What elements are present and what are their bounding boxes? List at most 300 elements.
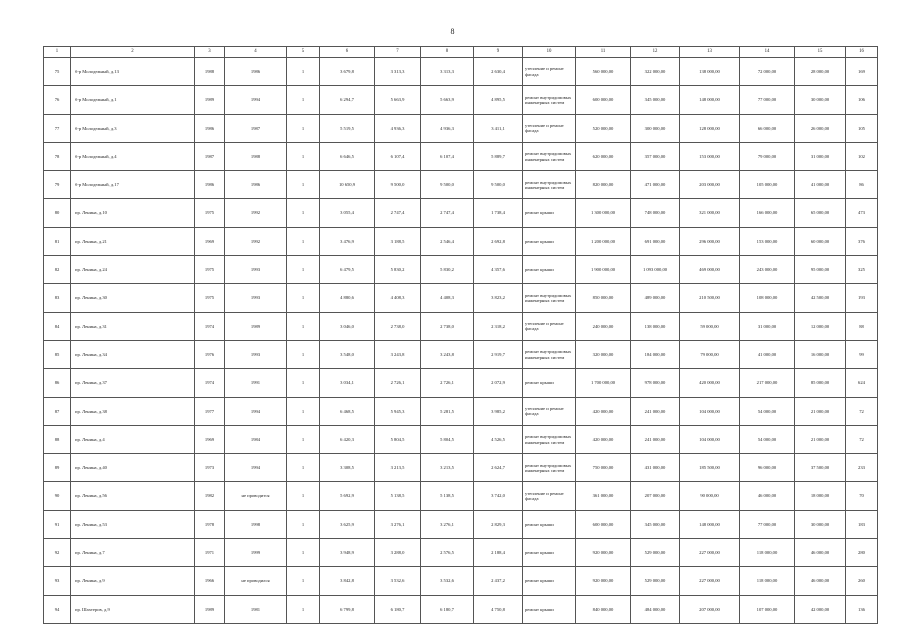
cell-residential-area: 2 738,0 — [421, 312, 474, 340]
cell-entrances: 1 — [287, 58, 320, 86]
cell-municipal-share: 96 000,00 — [740, 454, 795, 482]
cell-total-cost: 420 000,00 — [576, 425, 631, 453]
cell-residential-area: 5 830,2 — [421, 256, 474, 284]
cell-region-share: 185 500,00 — [680, 454, 740, 482]
cell-row-number: 75 — [44, 58, 71, 86]
column-number: 10 — [523, 47, 576, 58]
cell-build-year: 1971 — [195, 539, 225, 567]
cell-residential-area: 4 408,3 — [421, 284, 474, 312]
cell-owners-share: 21 000,00 — [795, 397, 846, 425]
cell-living-area: 6 107,4 — [375, 142, 421, 170]
cell-total-cost: 820 000,00 — [576, 171, 631, 199]
cell-municipal-share: 66 000,00 — [740, 114, 795, 142]
cell-address: пр. Ленина, д.21 — [71, 227, 195, 255]
cell-entrances: 1 — [287, 312, 320, 340]
cell-owners-area: 3 823,2 — [474, 284, 523, 312]
table-row — [44, 397, 878, 425]
cell-work-type: ремонт крыши — [523, 510, 576, 538]
cell-address: пр. Ленина, д.31 — [71, 312, 195, 340]
cell-region-share: 296 000,00 — [680, 227, 740, 255]
cell-residents: 136 — [846, 595, 878, 623]
cell-total-cost: 600 000,00 — [576, 510, 631, 538]
cell-work-type: ремонт крыши — [523, 369, 576, 397]
cell-total-area: 3 625,9 — [320, 510, 375, 538]
cell-last-repair-year: 1992 — [225, 199, 287, 227]
cell-address: пр. Ленина, д.9 — [71, 567, 195, 595]
cell-residential-area: 3 243,8 — [421, 340, 474, 368]
cell-region-share: 227 000,00 — [680, 567, 740, 595]
cell-build-year: 1975 — [195, 256, 225, 284]
cell-living-area: 5 138,5 — [375, 482, 421, 510]
table-row — [44, 510, 878, 538]
cell-entrances: 1 — [287, 595, 320, 623]
cell-living-area: 3 288,0 — [375, 539, 421, 567]
cell-address: пр. Ленина, д.7 — [71, 539, 195, 567]
cell-fund-share: 241 000,00 — [631, 425, 680, 453]
cell-fund-share: 322 000,00 — [631, 58, 680, 86]
cell-municipal-share: 54 000,00 — [740, 397, 795, 425]
cell-owners-area: 2 919,7 — [474, 340, 523, 368]
cell-fund-share: 345 000,00 — [631, 510, 680, 538]
cell-fund-share: 748 000,00 — [631, 199, 680, 227]
cell-work-type: ремонт крыши — [523, 539, 576, 567]
cell-build-year: 1975 — [195, 284, 225, 312]
cell-build-year: 1988 — [195, 58, 225, 86]
cell-address: пр. Ленина, д.38 — [71, 397, 195, 425]
column-number: 3 — [195, 47, 225, 58]
cell-build-year: 1978 — [195, 510, 225, 538]
cell-residents: 72 — [846, 397, 878, 425]
cell-row-number: 82 — [44, 256, 71, 284]
cell-residents: 106 — [846, 86, 878, 114]
cell-municipal-share: 105 000,00 — [740, 171, 795, 199]
cell-residents: 193 — [846, 284, 878, 312]
cell-region-share: 153 000,00 — [680, 142, 740, 170]
cell-region-share: 128 000,00 — [680, 114, 740, 142]
cell-address: пр. Ленина, д.4 — [71, 425, 195, 453]
cell-total-area: 3 948,9 — [320, 539, 375, 567]
cell-last-repair-year: 1986 — [225, 58, 287, 86]
cell-municipal-share: 166 000,00 — [740, 199, 795, 227]
cell-row-number: 92 — [44, 539, 71, 567]
cell-living-area: 2 738,0 — [375, 312, 421, 340]
cell-row-number: 89 — [44, 454, 71, 482]
cell-row-number: 83 — [44, 284, 71, 312]
cell-residential-area: 5 804,5 — [421, 425, 474, 453]
table-row — [44, 58, 878, 86]
cell-row-number: 88 — [44, 425, 71, 453]
cell-living-area: 3 276,1 — [375, 510, 421, 538]
cell-region-share: 210 500,00 — [680, 284, 740, 312]
cell-owners-share: 30 000,00 — [795, 510, 846, 538]
column-number: 7 — [375, 47, 421, 58]
cell-owners-area: 4 750,8 — [474, 595, 523, 623]
cell-living-area: 3 213,5 — [375, 454, 421, 482]
cell-row-number: 93 — [44, 567, 71, 595]
cell-owners-area: 2 630,4 — [474, 58, 523, 86]
column-number: 5 — [287, 47, 320, 58]
cell-last-repair-year: 1989 — [225, 312, 287, 340]
cell-work-type: утепление и ремонт фасада — [523, 482, 576, 510]
cell-owners-share: 18 000,00 — [795, 482, 846, 510]
cell-last-repair-year: 1994 — [225, 397, 287, 425]
cell-build-year: 1966 — [195, 567, 225, 595]
cell-owners-area: 2 188,4 — [474, 539, 523, 567]
cell-entrances: 1 — [287, 454, 320, 482]
cell-fund-share: 484 000,00 — [631, 595, 680, 623]
cell-fund-share: 207 000,00 — [631, 482, 680, 510]
cell-living-area: 5 804,5 — [375, 425, 421, 453]
cell-entrances: 1 — [287, 284, 320, 312]
cell-last-repair-year: 1987 — [225, 114, 287, 142]
table-row — [44, 369, 878, 397]
cell-living-area: 2 726,1 — [375, 369, 421, 397]
cell-region-share: 321 000,00 — [680, 199, 740, 227]
cell-owners-area: 2 072,9 — [474, 369, 523, 397]
table-row — [44, 284, 878, 312]
table-row — [44, 171, 878, 199]
cell-region-share: 138 000,00 — [680, 58, 740, 86]
cell-residents: 280 — [846, 539, 878, 567]
table-row — [44, 482, 878, 510]
cell-region-share: 59 000,00 — [680, 312, 740, 340]
cell-total-area: 3 034,1 — [320, 369, 375, 397]
cell-build-year: 1977 — [195, 397, 225, 425]
cell-municipal-share: 72 000,00 — [740, 58, 795, 86]
cell-living-area: 3 313,3 — [375, 58, 421, 86]
cell-residential-area: 2 747,4 — [421, 199, 474, 227]
cell-fund-share: 691 000,00 — [631, 227, 680, 255]
cell-owners-area: 3 985,2 — [474, 397, 523, 425]
cell-build-year: 1976 — [195, 340, 225, 368]
cell-total-cost: 520 000,00 — [576, 114, 631, 142]
column-number: 16 — [846, 47, 878, 58]
cell-address: пр. Шахтеров, д.9 — [71, 595, 195, 623]
page-number: 8 — [450, 27, 455, 36]
cell-total-area: 3 842,8 — [320, 567, 375, 595]
cell-residents: 376 — [846, 227, 878, 255]
cell-total-area: 3 476,9 — [320, 227, 375, 255]
cell-total-cost: 840 000,00 — [576, 595, 631, 623]
cell-entrances: 1 — [287, 567, 320, 595]
table-row — [44, 567, 878, 595]
cell-residential-area: 4 936,3 — [421, 114, 474, 142]
cell-work-type: ремонт крыши — [523, 595, 576, 623]
cell-work-type: утепление и ремонт фасада — [523, 312, 576, 340]
cell-residents: 99 — [846, 340, 878, 368]
cell-total-cost: 750 000,00 — [576, 454, 631, 482]
cell-last-repair-year: не проводится — [225, 482, 287, 510]
cell-owners-area: 2 437,2 — [474, 567, 523, 595]
cell-owners-area: 1 738,4 — [474, 199, 523, 227]
cell-municipal-share: 118 000,00 — [740, 539, 795, 567]
table-row — [44, 595, 878, 623]
cell-work-type: ремонт внутридомовых инженерных систем — [523, 171, 576, 199]
cell-work-type: утепление и ремонт фасада — [523, 58, 576, 86]
cell-living-area: 4 408,3 — [375, 284, 421, 312]
cell-entrances: 1 — [287, 510, 320, 538]
cell-residents: 260 — [846, 567, 878, 595]
cell-owners-share: 42 500,00 — [795, 284, 846, 312]
cell-total-cost: 600 000,00 — [576, 86, 631, 114]
cell-total-area: 3 308,5 — [320, 454, 375, 482]
cell-region-share: 420 000,00 — [680, 369, 740, 397]
cell-row-number: 76 — [44, 86, 71, 114]
cell-residents: 233 — [846, 454, 878, 482]
cell-living-area: 9 500,0 — [375, 171, 421, 199]
column-number: 1 — [44, 47, 71, 58]
cell-last-repair-year: 1994 — [225, 86, 287, 114]
cell-work-type: ремонт внутридомовых инженерных систем — [523, 86, 576, 114]
cell-work-type: утепление и ремонт фасада — [523, 397, 576, 425]
cell-total-cost: 620 000,00 — [576, 142, 631, 170]
cell-municipal-share: 79 000,00 — [740, 142, 795, 170]
cell-residential-area: 6 107,4 — [421, 142, 474, 170]
cell-row-number: 86 — [44, 369, 71, 397]
cell-owners-area: 2 624,7 — [474, 454, 523, 482]
cell-entrances: 1 — [287, 227, 320, 255]
cell-fund-share: 471 000,00 — [631, 171, 680, 199]
cell-address: б-р Молодежный, д.4 — [71, 142, 195, 170]
cell-total-area: 6 799,8 — [320, 595, 375, 623]
cell-region-share: 148 000,00 — [680, 510, 740, 538]
cell-row-number: 94 — [44, 595, 71, 623]
cell-residents: 183 — [846, 510, 878, 538]
cell-region-share: 104 000,00 — [680, 397, 740, 425]
cell-fund-share: 529 000,00 — [631, 539, 680, 567]
cell-municipal-share: 108 000,00 — [740, 284, 795, 312]
cell-total-area: 6 420,3 — [320, 425, 375, 453]
cell-total-cost: 560 000,00 — [576, 58, 631, 86]
cell-residential-area: 3 313,3 — [421, 58, 474, 86]
cell-work-type: ремонт внутридомовых инженерных систем — [523, 284, 576, 312]
cell-residential-area: 6 180,7 — [421, 595, 474, 623]
cell-fund-share: 1 093 000,00 — [631, 256, 680, 284]
cell-address: б-р Молодежный, д.13 — [71, 58, 195, 86]
table-row — [44, 454, 878, 482]
cell-build-year: 1989 — [195, 86, 225, 114]
cell-row-number: 91 — [44, 510, 71, 538]
cell-region-share: 203 000,00 — [680, 171, 740, 199]
cell-region-share: 79 000,00 — [680, 340, 740, 368]
cell-total-area: 4 880,6 — [320, 284, 375, 312]
cell-total-cost: 1 200 000,00 — [576, 227, 631, 255]
cell-row-number: 78 — [44, 142, 71, 170]
table-row — [44, 199, 878, 227]
cell-address: пр. Ленина, д.53 — [71, 510, 195, 538]
cell-fund-share: 241 000,00 — [631, 397, 680, 425]
cell-build-year: 1973 — [195, 454, 225, 482]
cell-owners-area: 5 889,7 — [474, 142, 523, 170]
cell-work-type: ремонт внутридомовых инженерных систем — [523, 142, 576, 170]
table-row — [44, 539, 878, 567]
table-row — [44, 114, 878, 142]
cell-entrances: 1 — [287, 86, 320, 114]
cell-address: б-р Молодежный, д.1 — [71, 86, 195, 114]
cell-municipal-share: 77 000,00 — [740, 510, 795, 538]
cell-entrances: 1 — [287, 397, 320, 425]
cell-living-area: 5 663,9 — [375, 86, 421, 114]
cell-total-area: 3 055,4 — [320, 199, 375, 227]
cell-last-repair-year: 1993 — [225, 284, 287, 312]
cell-total-cost: 1 700 000,00 — [576, 369, 631, 397]
cell-owners-share: 37 500,00 — [795, 454, 846, 482]
table-row — [44, 425, 878, 453]
cell-fund-share: 978 000,00 — [631, 369, 680, 397]
cell-region-share: 104 000,00 — [680, 425, 740, 453]
cell-owners-share: 30 000,00 — [795, 86, 846, 114]
repair-program-table — [43, 46, 878, 624]
cell-last-repair-year: 1991 — [225, 369, 287, 397]
cell-last-repair-year: 1994 — [225, 454, 287, 482]
cell-work-type: ремонт крыши — [523, 256, 576, 284]
column-number-row — [44, 47, 878, 58]
cell-owners-share: 28 000,00 — [795, 58, 846, 86]
cell-work-type: ремонт внутридомовых инженерных систем — [523, 425, 576, 453]
cell-row-number: 81 — [44, 227, 71, 255]
cell-build-year: 1982 — [195, 482, 225, 510]
cell-total-area: 5 692,9 — [320, 482, 375, 510]
cell-total-cost: 361 000,00 — [576, 482, 631, 510]
cell-residential-area: 3 276,1 — [421, 510, 474, 538]
cell-fund-share: 345 000,00 — [631, 86, 680, 114]
cell-last-repair-year: 1999 — [225, 539, 287, 567]
cell-residents: 72 — [846, 425, 878, 453]
cell-owners-share: 60 000,00 — [795, 227, 846, 255]
cell-living-area: 3 243,8 — [375, 340, 421, 368]
cell-address: пр. Ленина, д.34 — [71, 340, 195, 368]
cell-address: пр. Ленина, д.24 — [71, 256, 195, 284]
cell-owners-area: 9 500,0 — [474, 171, 523, 199]
cell-total-area: 3 679,8 — [320, 58, 375, 86]
cell-owners-share: 21 000,00 — [795, 425, 846, 453]
cell-row-number: 80 — [44, 199, 71, 227]
cell-last-repair-year: 1981 — [225, 595, 287, 623]
cell-residents: 70 — [846, 482, 878, 510]
cell-entrances: 1 — [287, 425, 320, 453]
cell-residents: 473 — [846, 199, 878, 227]
cell-municipal-share: 54 000,00 — [740, 425, 795, 453]
cell-build-year: 1989 — [195, 595, 225, 623]
cell-total-cost: 850 000,00 — [576, 284, 631, 312]
cell-municipal-share: 243 000,00 — [740, 256, 795, 284]
cell-owners-area: 4 526,5 — [474, 425, 523, 453]
cell-municipal-share: 46 000,00 — [740, 482, 795, 510]
column-number: 4 — [225, 47, 287, 58]
cell-owners-share: 31 000,00 — [795, 142, 846, 170]
cell-entrances: 1 — [287, 171, 320, 199]
table-row — [44, 256, 878, 284]
cell-address: пр. Ленина, д.30 — [71, 284, 195, 312]
cell-owners-share: 46 000,00 — [795, 567, 846, 595]
cell-row-number: 85 — [44, 340, 71, 368]
column-number: 11 — [576, 47, 631, 58]
column-number: 14 — [740, 47, 795, 58]
cell-total-cost: 420 000,00 — [576, 397, 631, 425]
cell-residential-area: 5 663,9 — [421, 86, 474, 114]
cell-total-area: 10 650,9 — [320, 171, 375, 199]
cell-build-year: 1986 — [195, 114, 225, 142]
cell-entrances: 1 — [287, 482, 320, 510]
cell-owners-share: 16 000,00 — [795, 340, 846, 368]
cell-municipal-share: 41 000,00 — [740, 340, 795, 368]
cell-municipal-share: 107 000,00 — [740, 595, 795, 623]
cell-owners-share: 26 000,00 — [795, 114, 846, 142]
cell-owners-share: 65 000,00 — [795, 199, 846, 227]
cell-residents: 624 — [846, 369, 878, 397]
cell-living-area: 3 532,6 — [375, 567, 421, 595]
cell-entrances: 1 — [287, 256, 320, 284]
cell-total-area: 6 479,5 — [320, 256, 375, 284]
cell-residents: 169 — [846, 58, 878, 86]
cell-total-area: 3 548,0 — [320, 340, 375, 368]
cell-fund-share: 138 000,00 — [631, 312, 680, 340]
cell-residential-area: 2 546,4 — [421, 227, 474, 255]
cell-build-year: 1986 — [195, 171, 225, 199]
column-number: 6 — [320, 47, 375, 58]
cell-municipal-share: 118 000,00 — [740, 567, 795, 595]
table-row — [44, 340, 878, 368]
cell-owners-area: 2 692,8 — [474, 227, 523, 255]
table-row — [44, 86, 878, 114]
cell-region-share: 469 000,00 — [680, 256, 740, 284]
cell-owners-share: 42 000,00 — [795, 595, 846, 623]
cell-living-area: 3 188,5 — [375, 227, 421, 255]
column-number: 13 — [680, 47, 740, 58]
cell-region-share: 90 000,00 — [680, 482, 740, 510]
cell-last-repair-year: 1988 — [225, 142, 287, 170]
cell-fund-share: 300 000,00 — [631, 114, 680, 142]
cell-total-cost: 920 000,00 — [576, 567, 631, 595]
cell-residential-area: 2 576,5 — [421, 539, 474, 567]
cell-total-area: 6 294,7 — [320, 86, 375, 114]
cell-row-number: 77 — [44, 114, 71, 142]
cell-residential-area: 3 213,5 — [421, 454, 474, 482]
cell-work-type: ремонт внутридомовых инженерных систем — [523, 454, 576, 482]
cell-address: пр. Ленина, д.40 — [71, 454, 195, 482]
cell-row-number: 84 — [44, 312, 71, 340]
cell-total-area: 6 646,5 — [320, 142, 375, 170]
cell-residents: 105 — [846, 114, 878, 142]
cell-row-number: 79 — [44, 171, 71, 199]
cell-build-year: 1974 — [195, 312, 225, 340]
cell-living-area: 6 180,7 — [375, 595, 421, 623]
cell-total-cost: 920 000,00 — [576, 539, 631, 567]
cell-municipal-share: 31 000,00 — [740, 312, 795, 340]
cell-living-area: 5 945,3 — [375, 397, 421, 425]
cell-owners-share: 95 000,00 — [795, 256, 846, 284]
cell-last-repair-year: 1993 — [225, 256, 287, 284]
cell-owners-area: 3 411,1 — [474, 114, 523, 142]
cell-build-year: 1969 — [195, 227, 225, 255]
cell-address: б-р Молодежный, д.17 — [71, 171, 195, 199]
table-row — [44, 312, 878, 340]
cell-last-repair-year: 1998 — [225, 510, 287, 538]
column-number: 8 — [421, 47, 474, 58]
cell-build-year: 1975 — [195, 199, 225, 227]
cell-address: б-р Молодежный, д.3 — [71, 114, 195, 142]
cell-living-area: 4 936,3 — [375, 114, 421, 142]
cell-total-cost: 240 000,00 — [576, 312, 631, 340]
cell-residents: 325 — [846, 256, 878, 284]
cell-owners-area: 2 318,2 — [474, 312, 523, 340]
cell-entrances: 1 — [287, 114, 320, 142]
cell-fund-share: 529 000,00 — [631, 567, 680, 595]
cell-last-repair-year: 1984 — [225, 425, 287, 453]
cell-municipal-share: 217 000,00 — [740, 369, 795, 397]
table-row — [44, 227, 878, 255]
cell-fund-share: 184 000,00 — [631, 340, 680, 368]
